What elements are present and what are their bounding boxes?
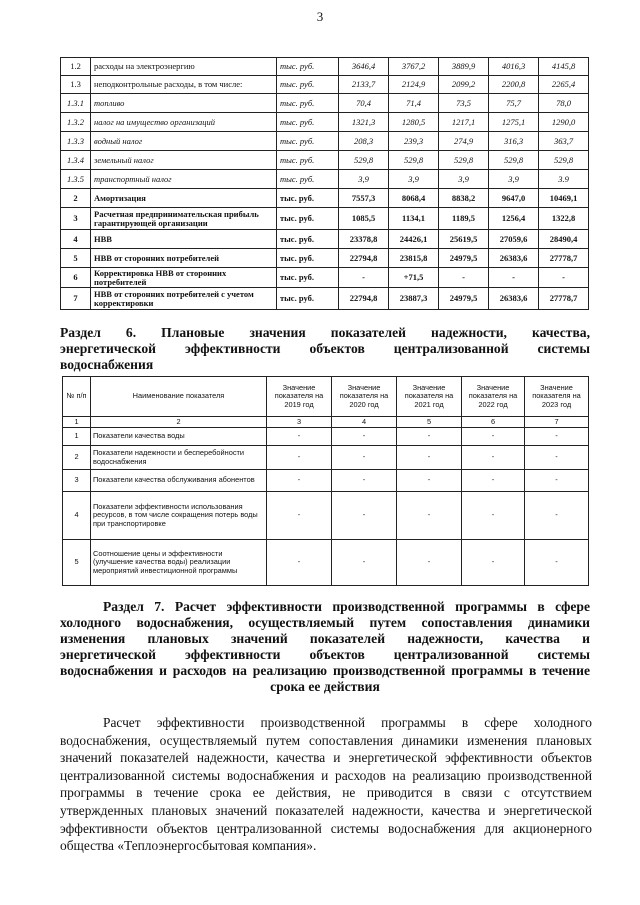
row-unit: тыс. руб. <box>277 76 339 94</box>
row-number: 1.3.3 <box>61 132 91 151</box>
row-value: 2265,4 <box>539 76 589 94</box>
row-value: - <box>525 428 589 446</box>
row-name: НВВ от сторонних потребителей <box>91 249 277 268</box>
row-unit: тыс. руб. <box>277 230 339 249</box>
row-name: транспортный налог <box>91 170 277 189</box>
row-value: - <box>462 492 525 540</box>
row-value: 25619,5 <box>439 230 489 249</box>
paragraph-line: программы в течение срока ее действия, не приводится в связи с отсутствием <box>60 785 592 801</box>
row-value: - <box>525 470 589 492</box>
row-value: - <box>267 470 332 492</box>
header-year: Значение показателя на 2020 год <box>332 377 397 417</box>
row-value: 529,8 <box>339 151 389 170</box>
row-number: 1.3.5 <box>61 170 91 189</box>
row-name: налог на имущество организаций <box>91 113 277 132</box>
row-unit: тыс. руб. <box>277 189 339 208</box>
row-number: 1.3.1 <box>61 94 91 113</box>
row-number: 3 <box>63 470 91 492</box>
header-name: Наименование показателя <box>91 377 267 417</box>
row-value: 24979,5 <box>439 288 489 310</box>
row-value: - <box>525 492 589 540</box>
table-row <box>61 151 589 170</box>
body-paragraph <box>60 714 592 855</box>
row-value: 24426,1 <box>389 230 439 249</box>
row-number: 1.3.4 <box>61 151 91 170</box>
paragraph-line: утвержденных плановых значений показателей надежности, качества и энергетической <box>60 802 592 818</box>
row-number: 7 <box>61 288 91 310</box>
row-name: топливо <box>91 94 277 113</box>
paragraph-line: общества «Теплоэнергосбытовая компания». <box>60 838 317 854</box>
column-number: 4 <box>332 417 397 428</box>
section-7-line: холодного водоснабжения, осуществляемый путем сопоставления динамики <box>60 615 590 630</box>
row-unit: тыс. руб. <box>277 288 339 310</box>
table-row <box>61 113 589 132</box>
row-name: Корректировка НВВ от сторонних потребителей <box>91 268 277 288</box>
row-value: 1217,1 <box>439 113 489 132</box>
row-value: - <box>462 470 525 492</box>
row-value: 1134,1 <box>389 208 439 230</box>
row-number: 2 <box>61 189 91 208</box>
row-value: 3,9 <box>389 170 439 189</box>
section-7-line: водоснабжения и расходов на реализацию производственной программы в течение <box>60 663 590 678</box>
row-value: - <box>397 540 462 586</box>
row-value: 3,9 <box>339 170 389 189</box>
row-value: - <box>462 540 525 586</box>
row-value: - <box>397 428 462 446</box>
row-value: 22794,8 <box>339 288 389 310</box>
table-row <box>63 492 589 540</box>
row-value: 3767,2 <box>389 58 439 76</box>
row-value: 529,8 <box>389 151 439 170</box>
expenses-table <box>60 57 589 310</box>
table-row <box>61 132 589 151</box>
row-value: - <box>267 540 332 586</box>
row-value: - <box>332 428 397 446</box>
row-value: 4016,3 <box>489 58 539 76</box>
section-6-heading <box>60 325 590 373</box>
row-value: 70,4 <box>339 94 389 113</box>
column-number: 1 <box>63 417 91 428</box>
table-header-row <box>63 377 589 417</box>
row-value: 2200,8 <box>489 76 539 94</box>
row-name: Расчетная предпринимательская прибыль гарантирующей организации <box>91 208 277 230</box>
row-value: 3646,4 <box>339 58 389 76</box>
row-unit: тыс. руб. <box>277 113 339 132</box>
paragraph-line: значений показателей надежности, качества и энергетической эффективности объектов <box>60 750 592 766</box>
row-value: 1322,8 <box>539 208 589 230</box>
row-number: 1.3 <box>61 76 91 94</box>
row-value: - <box>462 428 525 446</box>
row-name: НВВ <box>91 230 277 249</box>
table-row <box>63 470 589 492</box>
column-number: 6 <box>462 417 525 428</box>
row-unit: тыс. руб. <box>277 268 339 288</box>
row-name: Соотношение цены и эффективности (улучшение качества воды) реализации мероприятий инвестиционной программы <box>91 540 267 586</box>
table-row <box>61 94 589 113</box>
row-value: - <box>539 268 589 288</box>
section-6-line: энергетической эффективности объектов централизованной системы <box>60 341 590 356</box>
row-value: 1290,0 <box>539 113 589 132</box>
row-unit: тыс. руб. <box>277 151 339 170</box>
row-value: 529,8 <box>539 151 589 170</box>
row-value: 8068,4 <box>389 189 439 208</box>
header-year: Значение показателя на 2023 год <box>525 377 589 417</box>
column-number: 7 <box>525 417 589 428</box>
row-value: 23378,8 <box>339 230 389 249</box>
row-value: 28490,4 <box>539 230 589 249</box>
row-value: - <box>397 492 462 540</box>
row-value: - <box>332 470 397 492</box>
row-value: 529,8 <box>439 151 489 170</box>
section-7-line: срока ее действия <box>270 679 380 694</box>
row-value: 23887,3 <box>389 288 439 310</box>
row-name: расходы на электроэнергию <box>91 58 277 76</box>
section-7-line: энергетической эффективности объектов централизованной системы <box>60 647 590 662</box>
table-row <box>63 540 589 586</box>
row-value: 1256,4 <box>489 208 539 230</box>
row-value: 3,9 <box>489 170 539 189</box>
row-value: 2133,7 <box>339 76 389 94</box>
row-value: 4145,8 <box>539 58 589 76</box>
row-name: Показатели качества обслуживания абонентов <box>91 470 267 492</box>
row-value: - <box>332 492 397 540</box>
row-value: - <box>397 446 462 470</box>
paragraph-line: эффективности объектов централизованной системы водоснабжения для акционерного <box>60 820 592 836</box>
row-value: 75,7 <box>489 94 539 113</box>
row-unit: тыс. руб. <box>277 249 339 268</box>
table-row <box>61 189 589 208</box>
row-value: - <box>525 540 589 586</box>
row-number: 3 <box>61 208 91 230</box>
row-name: неподконтрольные расходы, в том числе: <box>91 76 277 94</box>
row-value: - <box>397 470 462 492</box>
row-value: 26383,6 <box>489 288 539 310</box>
row-value: 529,8 <box>489 151 539 170</box>
row-number: 4 <box>63 492 91 540</box>
row-value: 26383,6 <box>489 249 539 268</box>
section-6-line: Раздел 6. Плановые значения показателей надежности, качества, <box>60 325 590 340</box>
row-value: 24979,5 <box>439 249 489 268</box>
row-value: 27778,7 <box>539 249 589 268</box>
column-number: 2 <box>91 417 267 428</box>
row-value: 239,3 <box>389 132 439 151</box>
row-value: - <box>267 492 332 540</box>
table-row <box>61 76 589 94</box>
page-number: 3 <box>316 9 324 24</box>
row-number: 5 <box>63 540 91 586</box>
row-value: 2124,9 <box>389 76 439 94</box>
row-value: 316,3 <box>489 132 539 151</box>
row-unit: тыс. руб. <box>277 208 339 230</box>
row-value: +71,5 <box>389 268 439 288</box>
column-number: 5 <box>397 417 462 428</box>
section-7-heading <box>60 599 590 695</box>
column-numbers-row <box>63 417 589 428</box>
table-row <box>61 230 589 249</box>
table-row <box>63 446 589 470</box>
section-7-line: изменения плановых значений показателей надежности, качества и <box>60 631 590 646</box>
row-value: - <box>339 268 389 288</box>
row-value: 1275,1 <box>489 113 539 132</box>
row-name: Показатели качества воды <box>91 428 267 446</box>
row-value: - <box>267 428 332 446</box>
row-number: 1.3.2 <box>61 113 91 132</box>
row-value: 8838,2 <box>439 189 489 208</box>
row-value: 1189,5 <box>439 208 489 230</box>
row-number: 2 <box>63 446 91 470</box>
table-row <box>61 170 589 189</box>
paragraph-line: централизованной системы водоснабжения и расходов на реализацию производственной <box>60 767 592 783</box>
row-value: 363,7 <box>539 132 589 151</box>
row-value: - <box>489 268 539 288</box>
header-num: № п/п <box>63 377 91 417</box>
row-value: - <box>439 268 489 288</box>
row-name: НВВ от сторонних потребителей с учетом корректировки <box>91 288 277 310</box>
row-name: земельный налог <box>91 151 277 170</box>
table-row <box>61 288 589 310</box>
column-number: 3 <box>267 417 332 428</box>
header-year: Значение показателя на 2021 год <box>397 377 462 417</box>
row-value: - <box>267 446 332 470</box>
row-value: 23815,8 <box>389 249 439 268</box>
row-value: 10469,1 <box>539 189 589 208</box>
row-number: 6 <box>61 268 91 288</box>
row-unit: тыс. руб. <box>277 170 339 189</box>
row-value: 1280,5 <box>389 113 439 132</box>
row-number: 1 <box>63 428 91 446</box>
row-unit: тыс. руб. <box>277 58 339 76</box>
table-row <box>61 249 589 268</box>
table-row <box>63 428 589 446</box>
row-unit: тыс. руб. <box>277 132 339 151</box>
row-value: 208,3 <box>339 132 389 151</box>
table-row <box>61 268 589 288</box>
row-value: 1085,5 <box>339 208 389 230</box>
paragraph-line: Расчет эффективности производственной программы в сфере холодного <box>103 715 592 730</box>
row-number: 4 <box>61 230 91 249</box>
row-unit: тыс. руб. <box>277 94 339 113</box>
row-value: 3,9 <box>439 170 489 189</box>
header-year: Значение показателя на 2022 год <box>462 377 525 417</box>
paragraph-line: водоснабжения, осуществляемый путем сопоставления динамики изменения плановых <box>60 732 592 748</box>
row-number: 5 <box>61 249 91 268</box>
table-row <box>61 208 589 230</box>
row-value: - <box>332 446 397 470</box>
row-value: - <box>462 446 525 470</box>
section-6-line: водоснабжения <box>60 357 154 372</box>
row-value: 7557,3 <box>339 189 389 208</box>
row-number: 1.2 <box>61 58 91 76</box>
row-name: Амортизация <box>91 189 277 208</box>
row-name: водный налог <box>91 132 277 151</box>
row-value: 3889,9 <box>439 58 489 76</box>
row-value: 1321,3 <box>339 113 389 132</box>
row-value: 27778,7 <box>539 288 589 310</box>
row-value: - <box>332 540 397 586</box>
row-value: 3.9 <box>539 170 589 189</box>
header-year: Значение показателя на 2019 год <box>267 377 332 417</box>
row-value: 9647,0 <box>489 189 539 208</box>
row-value: - <box>525 446 589 470</box>
indicators-table <box>62 376 589 586</box>
row-value: 71,4 <box>389 94 439 113</box>
row-value: 73,5 <box>439 94 489 113</box>
row-name: Показатели эффективности использования ресурсов, в том числе сокращения потерь воды при транспортировке <box>91 492 267 540</box>
row-value: 78,0 <box>539 94 589 113</box>
section-7-line: Раздел 7. Расчет эффективности производственной программы в сфере <box>103 599 590 614</box>
table-row <box>61 58 589 76</box>
row-value: 22794,8 <box>339 249 389 268</box>
row-value: 274,9 <box>439 132 489 151</box>
row-value: 2099,2 <box>439 76 489 94</box>
row-value: 27059,6 <box>489 230 539 249</box>
row-name: Показатели надежности и бесперебойности водоснабжения <box>91 446 267 470</box>
